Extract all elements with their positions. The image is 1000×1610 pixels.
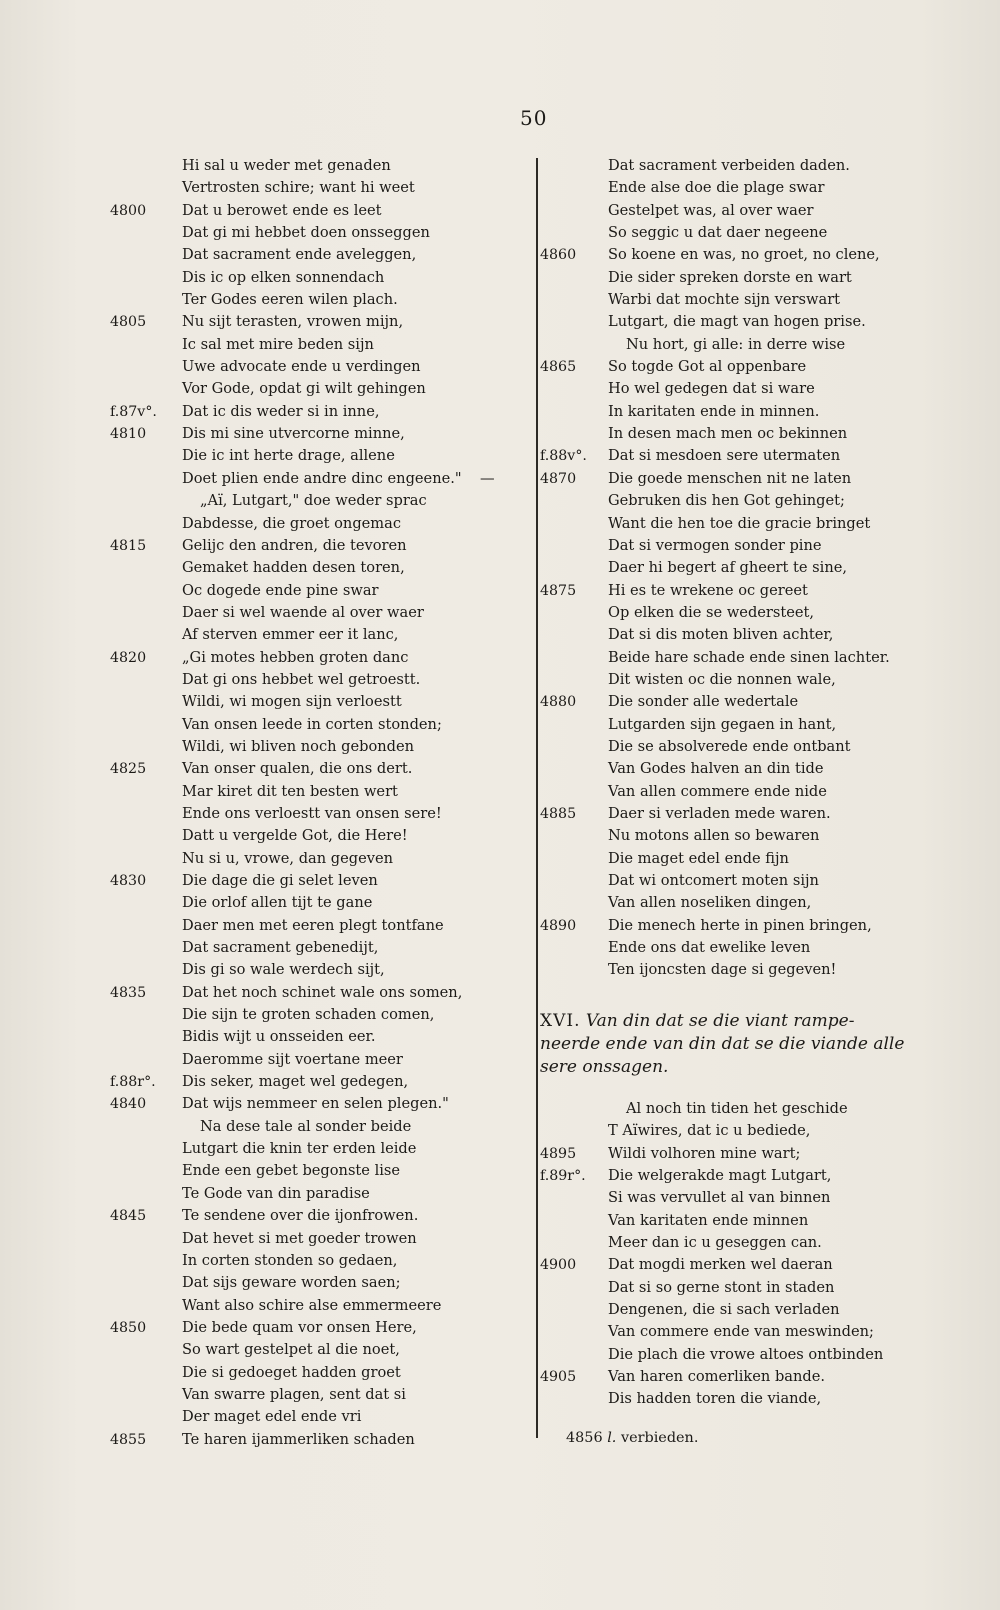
verse-text: Ende ons verloestt van onsen sere!	[182, 804, 442, 822]
section-title-line3: sere onssagen.	[540, 1057, 669, 1077]
line-number: 4895	[540, 1145, 577, 1162]
verse-line	[110, 1160, 510, 1182]
verse-line	[540, 155, 960, 177]
verse-line	[540, 445, 960, 467]
verse-line	[540, 1254, 960, 1276]
verse-text: Die bede quam vor onsen Here,	[182, 1318, 417, 1336]
verse-text: Dit wisten oc die nonnen wale,	[608, 670, 836, 688]
line-number: f.88v°.	[540, 448, 587, 465]
verse-line	[110, 513, 510, 535]
verse-text: Dis hadden toren die viande,	[608, 1390, 822, 1408]
verse-text: Dis ic op elken sonnendach	[182, 268, 385, 286]
verse-text: Dat sacrament ende aveleggen,	[182, 246, 417, 264]
verse-text: So wart gestelpet al die noet,	[182, 1341, 400, 1359]
line-number: 4860	[540, 247, 577, 264]
verse-text: Vertrosten schire; want hi weet	[182, 179, 415, 197]
verse-line	[540, 691, 960, 713]
verse-line	[110, 1339, 510, 1361]
verse-text: Dabdesse, die groet ongemac	[182, 514, 402, 532]
verse-text: So koene en was, no groet, no clene,	[608, 246, 880, 264]
verse-line	[540, 535, 960, 557]
verse-line	[110, 490, 510, 512]
verse-line	[540, 959, 960, 981]
verse-line	[110, 289, 510, 311]
verse-line	[110, 557, 510, 579]
verse-text: Si was vervullet al van binnen	[608, 1189, 831, 1207]
verse-line	[110, 1406, 510, 1428]
line-number: 4830	[110, 873, 147, 889]
verse-text: Dat si dis moten bliven achter,	[608, 626, 834, 644]
section-number: XVI.	[540, 1011, 581, 1031]
verse-text: Die ic int herte drage, allene	[182, 447, 395, 465]
verse-text: So togde Got al oppenbare	[608, 358, 807, 376]
column-divider	[536, 158, 538, 1438]
verse-line	[110, 959, 510, 981]
verse-line	[110, 1138, 510, 1160]
verse-line	[540, 1187, 960, 1209]
verse-line	[110, 1183, 510, 1205]
verse-line	[540, 825, 960, 847]
verse-line	[110, 1228, 510, 1250]
verse-text: Dat gi ons hebbet wel getroestt.	[182, 670, 421, 688]
verse-line	[540, 624, 960, 646]
verse-text: Die goede menschen nit ne laten	[608, 469, 852, 487]
verse-line	[110, 624, 510, 646]
verse-line	[110, 1049, 510, 1071]
verse-text: „Aï, Lutgart," doe weder sprac	[200, 492, 427, 510]
verse-line	[110, 915, 510, 937]
verse-text: Die si gedoeget hadden groet	[182, 1363, 401, 1381]
verse-text: Die maget edel ende fijn	[608, 849, 789, 867]
verse-text: Nu sijt terasten, vrowen mijn,	[182, 313, 404, 331]
line-number: 4870	[540, 470, 577, 487]
verse-line	[540, 356, 960, 378]
verse-line	[110, 311, 510, 333]
verse-text: Mar kiret dit ten besten wert	[182, 782, 398, 800]
verse-text: Ho wel gedegen dat si ware	[608, 380, 815, 398]
verse-line	[540, 937, 960, 959]
verse-text: Die dage die gi selet leven	[182, 872, 378, 889]
line-number: 4900	[540, 1257, 577, 1274]
verse-line	[540, 200, 960, 222]
line-number: f.88r°.	[110, 1074, 156, 1091]
left-column	[110, 155, 510, 1451]
verse-text: Dat het noch schinet wale ons somen,	[182, 983, 463, 1001]
line-number: 4885	[540, 805, 577, 822]
section-heading	[540, 1010, 960, 1079]
verse-line	[540, 423, 960, 445]
line-number: 4820	[110, 649, 147, 666]
verse-text: Te Gode van din paradise	[182, 1184, 370, 1202]
verse-line	[110, 1272, 510, 1294]
verse-line	[540, 557, 960, 579]
verse-line	[540, 580, 960, 602]
verse-line	[540, 468, 960, 490]
section-title-line2: neerde ende van din dat se die viande alle	[540, 1034, 905, 1054]
verse-text: Die sider spreken dorste en wart	[608, 268, 852, 286]
line-number: 4835	[110, 984, 147, 1001]
verse-text: Hi es te wrekene oc gereet	[608, 581, 808, 599]
verse-text: In corten stonden so gedaen,	[182, 1251, 398, 1269]
verse-line	[540, 1366, 960, 1388]
verse-line	[540, 915, 960, 937]
verse-text: Meer dan ic u geseggen can.	[608, 1234, 822, 1252]
verse-text: Nu motons allen so bewaren	[608, 827, 820, 845]
verse-text: Die sonder alle wedertale	[608, 693, 799, 711]
verse-line	[540, 1120, 960, 1142]
verse-text: Nu hort, gi alle: in derre wise	[626, 335, 846, 353]
verse-text: Dat u berowet ende es leet	[182, 201, 382, 219]
verse-line	[110, 825, 510, 847]
verse-line	[110, 1026, 510, 1048]
verse-text: Die orlof allen tijt te gane	[182, 894, 373, 912]
verse-line	[110, 937, 510, 959]
verse-text: Dat si vermogen sonder pine	[608, 536, 822, 554]
verse-text: Warbi dat mochte sijn verswart	[608, 291, 841, 309]
verse-text: Van onsen leede in corten stonden;	[182, 715, 442, 733]
verse-text: Na dese tale al sonder beide	[200, 1117, 412, 1135]
verse-line	[540, 1277, 960, 1299]
verse-line	[110, 222, 510, 244]
verse-line	[110, 803, 510, 825]
verse-line	[110, 982, 510, 1004]
verse-line	[540, 781, 960, 803]
verse-text: Daer si verladen mede waren.	[608, 804, 831, 822]
line-number: f.87v°.	[110, 403, 157, 420]
verse-text: Dat hevet si met goeder trowen	[182, 1229, 417, 1247]
verse-text: „Gi motes hebben groten danc	[182, 648, 409, 666]
verse-line	[110, 1004, 510, 1026]
verse-line	[110, 200, 510, 222]
verse-text: Die welgerakde magt Lutgart,	[608, 1167, 832, 1185]
verse-line	[540, 311, 960, 333]
verse-line	[110, 1116, 510, 1138]
right-column	[540, 155, 960, 982]
verse-line	[110, 848, 510, 870]
footnote-abbreviation: l.	[607, 1430, 617, 1446]
verse-text: Die menech herte in pinen bringen,	[608, 916, 872, 934]
verse-line	[110, 647, 510, 669]
verse-text: Van karitaten ende minnen	[608, 1211, 809, 1229]
verse-line	[110, 580, 510, 602]
verse-text: Dat si mesdoen sere utermaten	[608, 447, 841, 465]
verse-line	[110, 1093, 510, 1115]
verse-line	[540, 378, 960, 400]
verse-line	[110, 714, 510, 736]
verse-text: Gestelpet was, al over waer	[608, 201, 814, 219]
verse-line	[110, 870, 510, 892]
verse-text: Wildi volhoren mine wart;	[608, 1144, 801, 1162]
page-number: 50	[520, 106, 548, 130]
verse-text: Dat wi ontcomert moten sijn	[608, 872, 819, 889]
verse-text: Dat ic dis weder si in inne,	[182, 402, 380, 420]
verse-text: Ende een gebet begonste lise	[182, 1162, 401, 1180]
verse-line	[110, 1384, 510, 1406]
verse-text: Lutgarden sijn gegaen in hant,	[608, 715, 837, 733]
verse-line	[110, 378, 510, 400]
verse-text: Dat si so gerne stont in staden	[608, 1278, 835, 1296]
verse-line	[110, 736, 510, 758]
verse-line	[110, 1362, 510, 1384]
verse-line	[540, 848, 960, 870]
verse-text: Nu si u, vrowe, dan gegeven	[182, 849, 394, 867]
verse-line	[110, 781, 510, 803]
verse-text: Oc dogede ende pine swar	[182, 581, 379, 599]
verse-text: Die se absolverede ende ontbant	[608, 737, 851, 755]
verse-text: Want also schire alse emmermeere	[182, 1296, 442, 1314]
verse-text: Dat wijs nemmeer en selen plegen."	[182, 1095, 449, 1113]
verse-line	[540, 289, 960, 311]
verse-text: Der maget edel ende vri	[182, 1408, 362, 1426]
verse-line	[540, 222, 960, 244]
verse-line	[540, 1344, 960, 1366]
verse-text: Te sendene over die ijonfrowen.	[182, 1207, 419, 1225]
verse-text: Uwe advocate ende u verdingen	[182, 358, 421, 376]
verse-line	[540, 513, 960, 535]
verse-line	[540, 401, 960, 423]
line-number: 4805	[110, 314, 147, 331]
line-number: 4855	[110, 1431, 147, 1448]
verse-line	[110, 155, 510, 177]
verse-line	[540, 647, 960, 669]
verse-text: Van haren comerliken bande.	[608, 1368, 826, 1386]
speech-dash: —	[480, 469, 495, 487]
verse-text: Dat sacrament verbeiden daden.	[608, 157, 850, 174]
verse-line	[540, 803, 960, 825]
verse-line	[110, 423, 510, 445]
verse-line	[110, 1295, 510, 1317]
verse-text: Op elken die se wedersteet,	[608, 603, 815, 621]
verse-text: Datt u vergelde Got, die Here!	[182, 827, 408, 845]
line-number: 4810	[110, 426, 147, 443]
verse-text: Ende alse doe die plage swar	[608, 179, 825, 197]
verse-text: Van commere ende van meswinden;	[608, 1323, 874, 1341]
verse-line	[110, 356, 510, 378]
line-number: 4850	[110, 1319, 147, 1336]
verse-line	[110, 535, 510, 557]
verse-text: Van swarre plagen, sent dat si	[182, 1385, 406, 1403]
verse-line	[540, 1210, 960, 1232]
verse-text: Die sijn te groten schaden comen,	[182, 1006, 435, 1024]
verse-text: T Aïwires, dat ic u bediede,	[608, 1122, 811, 1140]
line-number: 4815	[110, 537, 147, 554]
verse-line	[110, 1205, 510, 1227]
verse-line	[540, 244, 960, 266]
verse-line	[540, 714, 960, 736]
verse-line	[540, 177, 960, 199]
verse-text: Van onser qualen, die ons dert.	[182, 760, 413, 778]
verse-line	[110, 177, 510, 199]
verse-line	[540, 758, 960, 780]
line-number: 4845	[110, 1208, 147, 1225]
verse-text: Dengenen, die si sach verladen	[608, 1301, 840, 1319]
verse-text: Al noch tin tiden het geschide	[626, 1100, 848, 1117]
verse-line	[110, 758, 510, 780]
verse-text: Vor Gode, opdat gi wilt gehingen	[182, 380, 426, 398]
verse-text: Ic sal met mire beden sijn	[182, 335, 374, 353]
verse-line	[540, 870, 960, 892]
verse-text: Gebruken dis hen Got gehinget;	[608, 492, 845, 510]
verse-text: Gelijc den andren, die tevoren	[182, 536, 407, 554]
line-number: f.89r°.	[540, 1168, 586, 1185]
line-number: 4880	[540, 694, 577, 711]
verse-text: Van Godes halven an din tide	[608, 760, 824, 778]
verse-line	[110, 691, 510, 713]
verse-text: Te haren ijammerliken schaden	[182, 1430, 415, 1448]
verse-line	[540, 334, 960, 356]
verse-text: Af sterven emmer eer it lanc,	[182, 626, 399, 644]
verse-text: Dat mogdi merken wel daeran	[608, 1256, 833, 1274]
footnote	[566, 1430, 698, 1446]
verse-text: Daer si wel waende al over waer	[182, 603, 424, 621]
verse-text: Daer hi begert af gheert te sine,	[608, 559, 848, 577]
verse-text: Wildi, wi mogen sijn verloestt	[182, 693, 402, 711]
verse-line	[540, 1098, 960, 1120]
verse-text: Lutgart die knin ter erden leide	[182, 1140, 417, 1158]
verse-text: Daer men met eeren plegt tontfane	[182, 916, 444, 934]
verse-text: Dis mi sine utvercorne minne,	[182, 425, 405, 443]
line-number: 4905	[540, 1369, 577, 1386]
verse-text: Dis seker, maget wel gedegen,	[182, 1073, 409, 1091]
verse-text: Bidis wijt u onsseiden eer.	[182, 1028, 376, 1046]
verse-line	[540, 1232, 960, 1254]
verse-line	[110, 267, 510, 289]
line-number: 4865	[540, 359, 577, 376]
verse-line	[540, 669, 960, 691]
footnote-line-number: 4856	[566, 1430, 603, 1446]
line-number: 4840	[110, 1096, 147, 1113]
verse-text: Van allen noseliken dingen,	[608, 894, 812, 912]
verse-text: Ter Godes eeren wilen plach.	[182, 291, 398, 309]
verse-line	[110, 1250, 510, 1272]
verse-line	[110, 445, 510, 467]
footnote-text: verbieden.	[620, 1430, 699, 1446]
verse-text: Ende ons dat ewelike leven	[608, 939, 811, 957]
verse-line	[110, 1429, 510, 1451]
verse-line	[110, 244, 510, 266]
line-number: 4825	[110, 761, 147, 778]
verse-line	[110, 334, 510, 356]
verse-text: Gemaket hadden desen toren,	[182, 559, 405, 577]
verse-line	[540, 602, 960, 624]
verse-text: Die plach die vrowe altoes ontbinden	[608, 1345, 884, 1363]
verse-text: Hi sal u weder met genaden	[182, 157, 391, 174]
verse-text: Van allen commere ende nide	[608, 782, 827, 800]
line-number: 4800	[110, 202, 147, 219]
line-number: 4890	[540, 917, 577, 934]
verse-text: Ten ijoncsten dage si gegeven!	[608, 961, 837, 979]
verse-line	[540, 1143, 960, 1165]
verse-line	[540, 1321, 960, 1343]
right-column-continued	[540, 1098, 960, 1411]
section-title-line1: Van din dat se die viant rampe-	[585, 1011, 855, 1031]
verse-line	[110, 892, 510, 914]
verse-text: Want die hen toe die gracie bringet	[608, 514, 871, 532]
verse-text: Dat sijs geware worden saen;	[182, 1274, 401, 1292]
verse-line	[110, 1071, 510, 1093]
verse-line	[540, 1165, 960, 1187]
verse-line	[540, 736, 960, 758]
verse-line	[540, 1388, 960, 1410]
verse-line	[110, 669, 510, 691]
verse-text: In desen mach men oc bekinnen	[608, 425, 848, 443]
verse-line	[110, 1317, 510, 1339]
verse-line	[540, 1299, 960, 1321]
verse-text: Lutgart, die magt van hogen prise.	[608, 313, 866, 331]
verse-line	[110, 468, 510, 490]
verse-line	[540, 892, 960, 914]
verse-line	[540, 267, 960, 289]
verse-line	[540, 490, 960, 512]
verse-text: Wildi, wi bliven noch gebonden	[182, 737, 415, 755]
verse-line	[110, 401, 510, 423]
verse-text: Dat sacrament gebenedijt,	[182, 939, 379, 957]
verse-text: Beide hare schade ende sinen lachter.	[608, 648, 890, 666]
line-number: 4875	[540, 582, 577, 599]
verse-text: Daeromme sijt voertane meer	[182, 1050, 403, 1068]
verse-text: So seggic u dat daer negeene	[608, 224, 828, 242]
verse-text: Doet plien ende andre dinc engeene."	[182, 469, 462, 487]
verse-line	[110, 602, 510, 624]
verse-text: Dat gi mi hebbet doen onsseggen	[182, 224, 430, 242]
verse-text: In karitaten ende in minnen.	[608, 402, 820, 420]
verse-text: Dis gi so wale werdech sijt,	[182, 961, 385, 979]
